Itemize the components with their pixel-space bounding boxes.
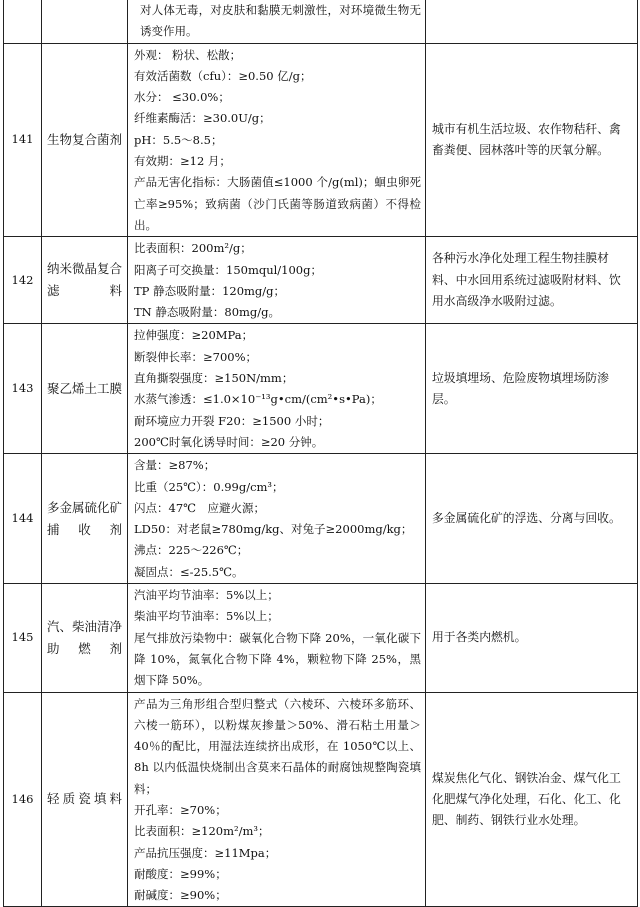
spec-line: 尾气排放污染物中：碳氧化合物下降 20%，一氧化碳下降 10%，氮氧化合物下降 4%，颗粒物下降 25%，黑烟下降 50%。 (134, 630, 421, 688)
spec-line: 阳离子可交换量：150mqul/100g； (134, 262, 322, 277)
product-name (42, 0, 128, 43)
use-cell: 煤炭焦化气化、钢铁冶金、煤气化工化肥煤气净化处理，石化、化工、化肥、制药、钢铁行业水处理。 (426, 692, 638, 907)
spec-cell (128, 43, 426, 237)
table-row (4, 692, 638, 907)
spec-line: 水蒸气渗透：≤1.0×10⁻¹³g•cm/(cm²•s•Pa)； (134, 392, 382, 407)
spec-cell (128, 237, 426, 324)
spec-line: 纤维素酶活：≥30.0U/g； (134, 111, 271, 126)
spec-line: 外观： 粉状、松散； (134, 47, 242, 62)
row-number: 141 (4, 43, 42, 237)
row-number: 143 (4, 324, 42, 454)
spec-cell (128, 0, 426, 43)
spec-line: 柴油平均节油率：5%以上； (134, 609, 279, 624)
spec-line: 产品无害化指标：大肠菌值≤1000 个/g(ml)；蛔虫卵死亡率≥95%；致病菌（沙门氏菌等肠道致病菌）不得检出。 (134, 175, 421, 232)
product-name: 多金属硫化矿捕收剂 (42, 454, 128, 584)
use-cell: 多金属硫化矿的浮选、分离与回收。 (426, 454, 638, 584)
spec-line: 断裂伸长率：≥700%； (134, 349, 258, 364)
table-row (4, 324, 638, 454)
use-cell: 各种污水净化处理工程生物挂膜材料、中水回用系统过滤吸附材料、饮用水高级净水吸附过滤。 (426, 237, 638, 324)
spec-line: 比表面积：≥120m²/m³； (134, 824, 270, 839)
spec-line: pH：5.5～8.5； (134, 132, 223, 147)
spec-line: 沸点：225～226℃； (134, 543, 249, 558)
use-cell: 城市有机生活垃圾、农作物秸秆、禽畜粪便、园林落叶等的厌氧分解。 (426, 43, 638, 237)
product-name: 生物复合菌剂 (42, 43, 128, 237)
spec-line: 产品为三角形组合型归整式（六棱环、六棱环多筋环、六棱一筋环），以粉煤灰掺量＞50%、滑石粘土用量＞40％的配比，用湿法连续挤出成形，在 1050℃以上、8h 以内低温快烧制出含莫来石晶体的耐腐蚀规整陶瓷填料； (134, 696, 421, 796)
spec-line: 闪点：47℃ 应避火源； (134, 500, 265, 515)
spec-line: 比重（25℃）：0.99g/cm³； (134, 479, 284, 494)
row-number: 144 (4, 454, 42, 584)
spec-line: 直角撕裂强度：≥150N/mm； (134, 371, 294, 386)
spec-line: 汽油平均节油率：5%以上； (134, 588, 279, 603)
spec-cell (128, 692, 426, 907)
use-cell: 用于各类内燃机。 (426, 584, 638, 692)
row-number: 145 (4, 584, 42, 692)
product-name: 汽、柴油清净助燃剂 (42, 584, 128, 692)
spec-line: 产品抗压强度：≥11Mpa； (134, 845, 277, 860)
spec-line: 拉伸强度：≥20MPa； (134, 328, 254, 343)
table-row (4, 454, 638, 584)
spec-line: 有效活菌数（cfu）：≥0.50 亿/g； (134, 68, 312, 83)
spec-line: 耐环境应力开裂 F20：≥1500 小时； (134, 413, 330, 428)
table-row (4, 0, 638, 43)
spec-line: TP 静态吸附量：120mg/g； (134, 283, 286, 298)
spec-line: 水分： ≤30.0%； (134, 90, 230, 105)
spec-line: 耐碱度：≥90%； (134, 888, 227, 903)
spec-line: 比表面积：200m²/g； (134, 241, 252, 256)
spec-cell (128, 324, 426, 454)
spec-cell (128, 454, 426, 584)
table-row (4, 237, 638, 324)
spec-line: 200℃时氧化诱导时间：≥20 分钟。 (134, 434, 324, 449)
spec-line: 开孔率：≥70%； (134, 802, 227, 817)
row-number (4, 0, 42, 43)
spec-line: LD50：对老鼠≥780mg/kg、对兔子≥2000mg/kg； (134, 522, 413, 537)
product-name: 轻质瓷填料 (42, 692, 128, 907)
spec-line: 耐酸度：≥99%； (134, 866, 227, 881)
row-number: 142 (4, 237, 42, 324)
table-row (4, 584, 638, 692)
product-table (3, 0, 638, 907)
spec-line: 含量：≥87%； (134, 458, 216, 473)
spec-line: 凝固点：≤-25.5℃。 (134, 564, 244, 579)
spec-line: 对人体无毒，对皮肤和黏膜无刺激性，对环境微生物无诱变作用。 (140, 3, 421, 39)
spec-cell (128, 584, 426, 692)
spec-line: 有效期：≥12 月； (134, 154, 231, 169)
use-cell (426, 0, 638, 43)
spec-line: TN 静态吸附量：80mg/g。 (134, 305, 281, 320)
table-row (4, 43, 638, 237)
use-cell: 垃圾填埋场、危险废物填埋场防渗层。 (426, 324, 638, 454)
product-name: 纳米微晶复合滤料 (42, 237, 128, 324)
product-name: 聚乙烯土工膜 (42, 324, 128, 454)
row-number: 146 (4, 692, 42, 907)
